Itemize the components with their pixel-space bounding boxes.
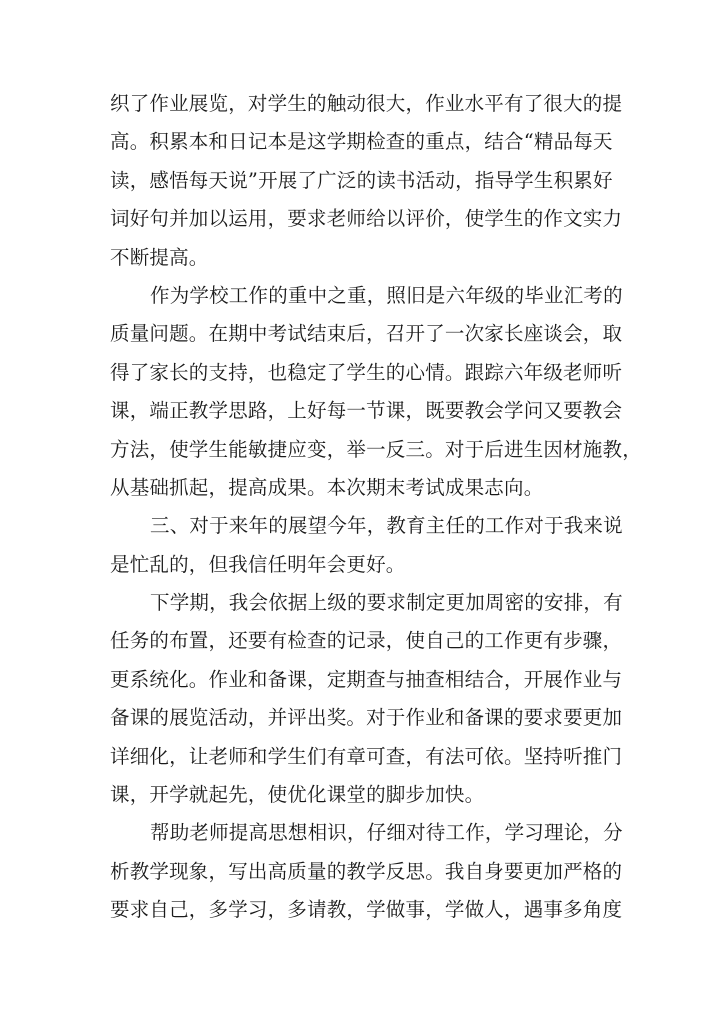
paragraph-start-line: 作为学校工作的重中之重，照旧是六年级的毕业汇考的 [150, 283, 623, 307]
text-line: 方法，使学生能敏捷应变，举一反三。对于后进生因材施教， [110, 437, 642, 461]
text-line: 要求自己，多学习，多请教，学做事，学做人，遇事多角度 [110, 898, 623, 922]
text-line: 不断提高。 [110, 245, 209, 269]
text-line: 析教学现象，写出高质量的教学反思。我自身要更加严格的 [110, 859, 623, 883]
text-line: 备课的展览活动，并评出奖。对于作业和备课的要求要更加 [110, 706, 623, 730]
text-line: 是忙乱的，但我信任明年会更好。 [110, 552, 406, 576]
document-body [110, 85, 642, 930]
text-line: 织了作业展览，对学生的触动很大，作业水平有了很大的提 [110, 92, 623, 115]
text-line: 详细化，让老师和学生们有章可查，有法可依。坚持听推门 [110, 744, 623, 768]
text-line: 得了家长的支持，也稳定了学生的心情。跟踪六年级老师听 [110, 360, 623, 384]
text-line: 读，感悟每天说”开展了广泛的读书活动，指导学生积累好 [110, 168, 613, 192]
text-line: 质量问题。在期中考试结束后，召开了一次家长座谈会，取 [110, 322, 623, 346]
section-heading-line: 三、对于来年的展望今年，教育主任的工作对于我来说 [150, 514, 623, 538]
text-line: 高。积累本和日记本是这学期检查的重点，结合“精品每天 [110, 130, 613, 154]
text-line: 课，开学就起先，使优化课堂的脚步加快。 [110, 783, 485, 807]
text-line: 更系统化。作业和备课，定期查与抽查相结合，开展作业与 [110, 667, 623, 691]
paragraph-start-line: 帮助老师提高思想相识，仔细对待工作，学习理论，分 [150, 821, 623, 845]
text-line: 任务的布置，还要有检查的记录，使自己的工作更有步骤， [110, 629, 623, 653]
text-line: 课，端正教学思路，上好每一节课，既要教会学问又要教会 [110, 399, 623, 423]
text-line: 词好句并加以运用，要求老师给以评价，使学生的作文实力 [110, 207, 623, 231]
paragraph-start-line: 下学期，我会依据上级的要求制定更加周密的安排，有 [150, 591, 623, 615]
text-line: 从基础抓起，提高成果。本次期末考试成果志向。 [110, 475, 544, 499]
